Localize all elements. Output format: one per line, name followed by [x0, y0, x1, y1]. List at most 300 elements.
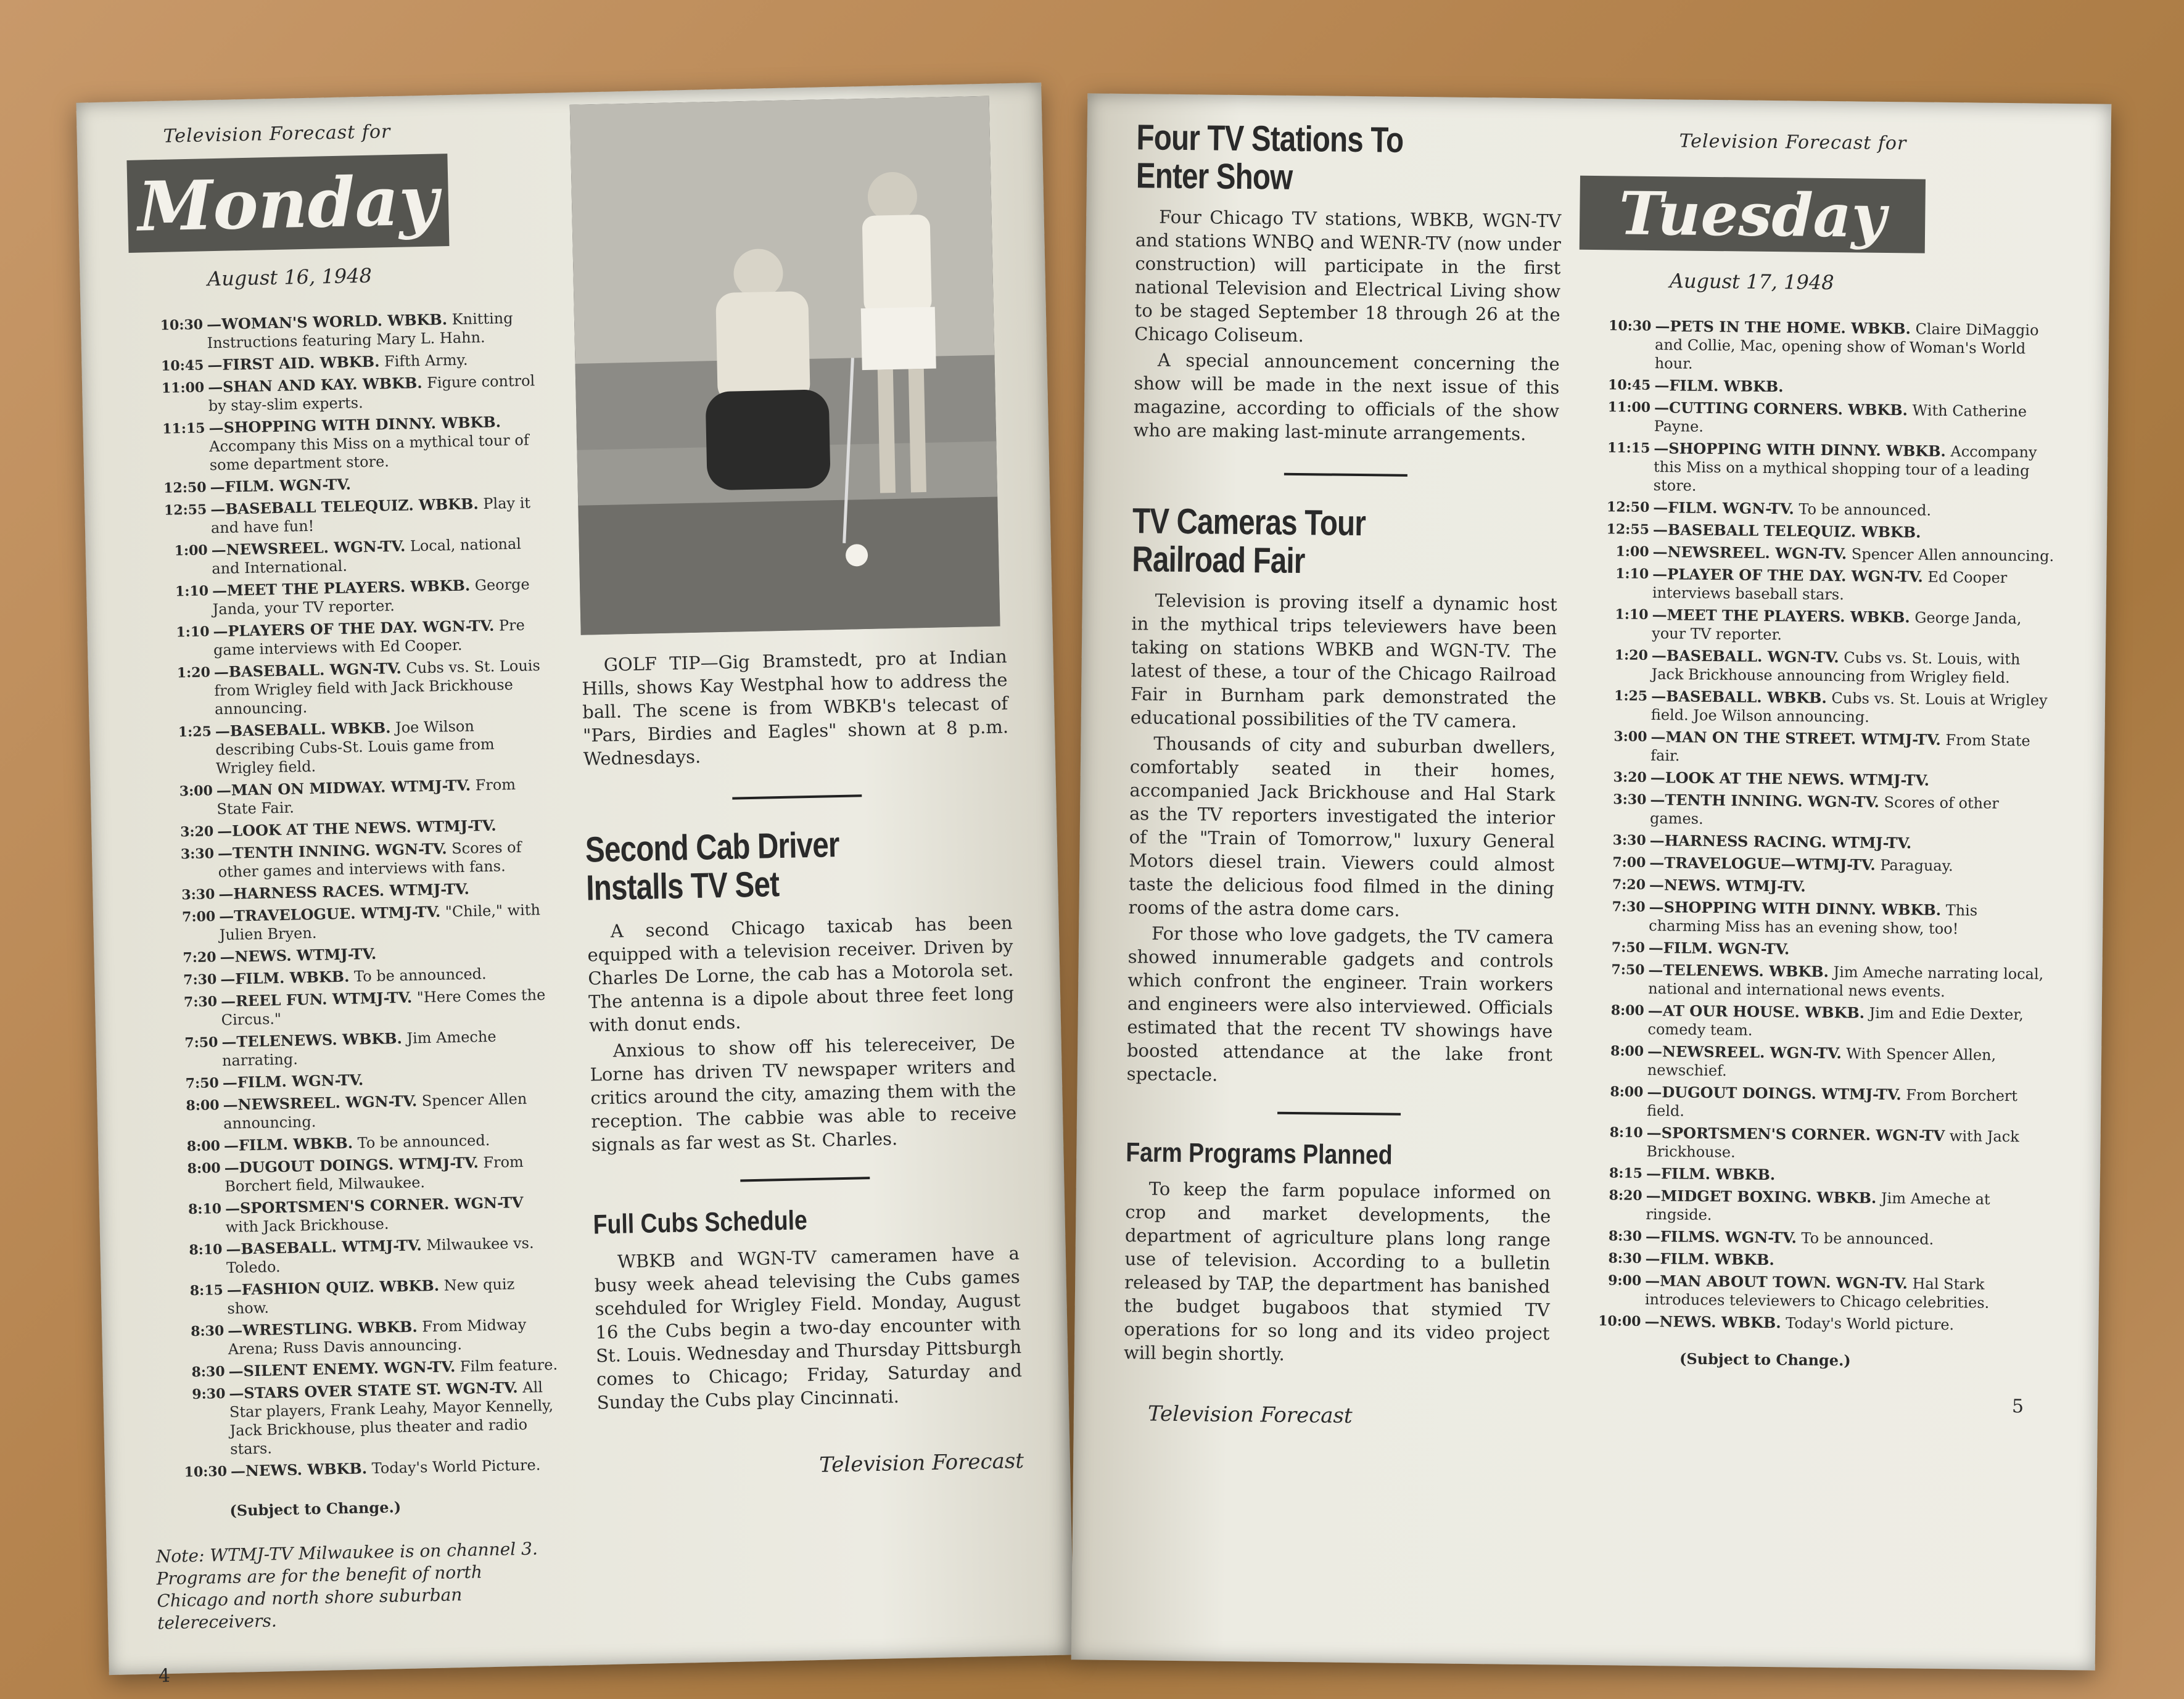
- schedule-time: 12:50: [163, 479, 207, 496]
- monday-schedule-list: [130, 308, 561, 1482]
- program-name: —BASEBALL. WTMJ-TV.: [226, 1236, 422, 1258]
- schedule-entry: [1573, 831, 2054, 854]
- schedule-time: 1:10: [176, 623, 210, 641]
- schedule-description: [204, 371, 539, 415]
- schedule-time: 7:30: [183, 993, 218, 1011]
- schedule-time: 8:10: [1609, 1124, 1643, 1141]
- railroad-fair-headline: TV Cameras Tour Railroad Fair: [1132, 501, 1366, 582]
- schedule-entry: [131, 371, 539, 417]
- program-details: with Jack Brickhouse.: [225, 1215, 389, 1236]
- schedule-time: 8:00: [1610, 1002, 1644, 1019]
- program-details: From State fair.: [1650, 731, 2030, 765]
- magazine-spread: [93, 74, 2116, 1687]
- schedule-time: 1:10: [1615, 606, 1649, 623]
- page-footer-left: Television Forecast: [818, 1448, 1024, 1478]
- schedule-description: [1644, 1002, 2053, 1043]
- article-paragraph: To keep the farm populace informed on crop and market developments, the department of agriculture plans long range use of television. According to a bulletin released by TAP, the department has banished the budget bugaboos that stymied TV operations for so long and its video project will begin shortly.: [1123, 1178, 1551, 1365]
- article-paragraph: WBKB and WGN-TV cameramen have a busy week ahead televising the Cubs games scehduled for Wrigley Field. Monday, August 16 the Cubs begin a two-day encounter with St. Louis. Wednesday and Thursday Pittsburgh comes to Chicago; Friday, Saturday and Sunday the Cubs play Cincinnati.: [594, 1243, 1023, 1413]
- schedule-description: [1649, 543, 2054, 566]
- schedule-time: 12:55: [1606, 521, 1650, 538]
- schedule-description: [225, 1378, 561, 1458]
- program-name: —CUTTING CORNERS. WBKB.: [1654, 398, 1908, 419]
- program-name: —TELENEWS. WBKB.: [221, 1029, 403, 1051]
- schedule-description: [219, 1089, 554, 1133]
- program-name: —NEWSREEL. WGN-TV.: [1647, 1042, 1842, 1063]
- schedule-description: [207, 534, 542, 578]
- schedule-time: 12:55: [163, 501, 207, 519]
- program-details: To be announced.: [1794, 500, 1932, 519]
- program-name: —MAN ON THE STREET. WTMJ-TV.: [1650, 727, 1942, 749]
- program-details: Paraguay.: [1875, 856, 1953, 875]
- divider-rule: [1277, 1112, 1401, 1116]
- schedule-description: [1642, 1187, 2051, 1228]
- schedule-time: 3:30: [1613, 791, 1647, 808]
- schedule-description: [1647, 687, 2056, 728]
- program-name: —FILM. WBKB.: [1645, 1249, 1774, 1269]
- schedule-description: [1649, 498, 1931, 520]
- program-name: —TELENEWS. WBKB.: [1648, 960, 1829, 981]
- article-paragraph: A special announcement concerning the show will be made in the next issue of this magazine, according to officials of the show who are making last-minute arrangements.: [1133, 349, 1560, 445]
- program-details: Ed Cooper interviews baseball stars.: [1652, 568, 2008, 604]
- tuesday-schedule-column: [1567, 130, 2062, 1418]
- program-details: From Midway Arena; Russ Davis announcing.: [228, 1315, 527, 1358]
- schedule-description: [1641, 1272, 2050, 1313]
- page-number-right: 5: [2011, 1396, 2024, 1418]
- milwaukee-note: Note: WTMJ-TV Milwaukee is on channel 3. Programs are for the benefit of north Chicago and north shore suburban telereceivers.: [155, 1538, 538, 1634]
- schedule-description: [1646, 791, 2055, 832]
- program-details: Play it and have fun!: [210, 494, 531, 537]
- program-details: With Catherine Payne.: [1654, 401, 2027, 435]
- schedule-time: 11:00: [1607, 399, 1651, 416]
- program-name: —NEWSREEL. WGN-TV.: [211, 537, 406, 559]
- schedule-entry: [136, 615, 544, 661]
- divider-rule: [740, 1177, 870, 1182]
- four-tv-stations-article-body: [1133, 205, 1561, 446]
- program-name: —HARNESS RACING. WTMJ-TV.: [1649, 831, 1912, 852]
- program-name: —HARNESS RACES. WTMJ-TV.: [218, 879, 470, 903]
- program-name: —PLAYERS OF THE DAY. WGN-TV.: [213, 616, 495, 641]
- schedule-date: August 17, 1948: [1669, 269, 1834, 295]
- schedule-description: [216, 945, 376, 966]
- program-name: —SHOPPING WITH DINNY. WBKB.: [1654, 439, 1946, 460]
- schedule-description: [215, 880, 469, 904]
- schedule-description: [1648, 606, 2057, 647]
- program-details: Cubs vs. St. Louis from Wrigley field with Jack Brickhouse announcing.: [214, 657, 541, 718]
- left-articles-column: [570, 96, 1024, 1482]
- farm-programs-article-body: [1124, 1177, 1551, 1368]
- schedule-time: 10:00: [1598, 1313, 1641, 1330]
- schedule-time: 8:30: [190, 1323, 225, 1340]
- schedule-description: [206, 475, 351, 496]
- schedule-entry: [1578, 316, 2060, 377]
- schedule-entry: [149, 1233, 557, 1279]
- program-name: —NEWS. WBKB.: [230, 1459, 368, 1480]
- schedule-description: [227, 1455, 541, 1481]
- schedule-time: 1:20: [1614, 647, 1648, 664]
- program-name: —BASEBALL TELEQUIZ. WBKB.: [210, 495, 479, 519]
- schedule-entry: [1576, 498, 2058, 521]
- schedule-time: 8:20: [1609, 1187, 1642, 1204]
- program-details: All Star players, Frank Leahy, Mayor Kennelly, Jack Brickhouse, plus theater and radio stars.: [229, 1378, 554, 1458]
- schedule-time: 3:30: [1612, 832, 1646, 849]
- program-details: Figure control by stay-slim experts.: [208, 372, 535, 415]
- divider-rule: [1284, 473, 1407, 477]
- program-details: Local, national and International.: [212, 535, 522, 578]
- page-number-left: 4: [158, 1665, 171, 1687]
- program-name: —SHAN AND KAY. WBKB.: [207, 374, 422, 397]
- subject-to-change: (Subject to Change.): [1679, 1349, 1851, 1370]
- schedule-entry: [1573, 853, 2054, 876]
- schedule-description: [209, 615, 544, 659]
- schedule-time: 10:30: [184, 1463, 228, 1481]
- schedule-description: [213, 775, 548, 818]
- schedule-time: 8:30: [1608, 1250, 1642, 1267]
- schedule-description: [216, 965, 487, 989]
- schedule-entry: [134, 534, 542, 580]
- program-details: This charming Miss has an evening show, too!: [1649, 901, 1978, 938]
- schedule-description: [222, 1233, 557, 1277]
- schedule-time: 1:25: [178, 723, 212, 741]
- program-details: Spencer Allen announcing.: [1847, 545, 2054, 565]
- forecast-label: Television Forecast for: [163, 121, 391, 147]
- schedule-time: 8:30: [1608, 1228, 1642, 1244]
- schedule-time: 3:20: [1613, 769, 1647, 786]
- program-details: Scores of other games and interviews with fans.: [218, 838, 522, 881]
- tuesday-schedule-list: [1568, 316, 2059, 1335]
- schedule-description: [204, 350, 468, 374]
- schedule-description: [213, 817, 497, 841]
- program-details: George Janda, your TV reporter.: [212, 575, 530, 619]
- schedule-entry: [151, 1315, 559, 1360]
- page-footer-right: Television Forecast: [1147, 1401, 1353, 1428]
- program-details: Scores of other games.: [1649, 793, 1999, 828]
- full-cubs-headline: Full Cubs Schedule: [593, 1205, 808, 1240]
- schedule-description: [1645, 939, 1790, 958]
- schedule-time: 1:00: [174, 542, 208, 559]
- schedule-entry: [152, 1378, 561, 1460]
- article-paragraph: Thousands of city and suburban dwellers, comfortably seated in their homes, accompanied Jack Brickhouse and Hal Stark as the TV reporters investigated the interior of the "Train of Tomorrow," luxury General Motors diesel train. Viewers could almost taste the delicious food filmed in the dining rooms of the astra dome cars.: [1128, 733, 1556, 921]
- schedule-time: 3:20: [179, 823, 214, 841]
- schedule-entry: [147, 1152, 555, 1198]
- schedule-description: [220, 1152, 555, 1196]
- program-name: —MIDGET BOXING. WBKB.: [1646, 1186, 1877, 1207]
- left-page: [76, 83, 1074, 1687]
- schedule-description: [1647, 728, 2056, 769]
- program-details: Jim Ameche narrating.: [221, 1027, 497, 1070]
- schedule-entry: [144, 985, 552, 1031]
- program-name: —TENTH INNING. WGN-TV.: [1650, 790, 1880, 811]
- schedule-time: 7:20: [1612, 876, 1646, 893]
- article-paragraph: Television is proving itself a dynamic host in the mythical trips televiewers have been taking on stations WBKB and WGN-TV. The latest of these, a tour of the Chicago Railroad Fair in Burnham park demonstrated the educational possibilities of the TV camera.: [1130, 590, 1557, 732]
- program-name: —FILM. WGN-TV.: [1648, 938, 1790, 958]
- schedule-description: [1646, 831, 1912, 853]
- program-details: To be announced.: [349, 965, 487, 985]
- schedule-entry: [1573, 875, 2054, 899]
- four-tv-stations-headline: Four TV Stations To Enter Show: [1135, 117, 1404, 197]
- schedule-time: 7:50: [184, 1034, 218, 1051]
- program-name: —LOOK AT THE NEWS. WTMJ-TV.: [216, 816, 497, 841]
- program-details: Film feature.: [455, 1355, 558, 1376]
- schedule-entry: [138, 656, 546, 720]
- program-name: —AT OUR HOUSE. WBKB.: [1647, 1001, 1865, 1022]
- program-details: New quiz show.: [227, 1275, 515, 1317]
- program-name: —SPORTSMEN'S CORNER. WGN-TV: [225, 1193, 524, 1217]
- photo-caption: GOLF TIP—Gig Bramstedt, pro at Indian Hills, shows Kay Westphal how to address the ball. The scene is from WBKB's telecast of "Pars, Birdies and Eagles" shown at 8 p.m. Wednesdays.: [582, 646, 1009, 770]
- schedule-time: 7:20: [183, 949, 216, 966]
- schedule-entry: [1569, 1227, 2050, 1250]
- program-name: —NEWS. WBKB.: [1644, 1312, 1781, 1332]
- schedule-entry: [139, 715, 547, 780]
- schedule-entry: [1568, 1312, 2049, 1335]
- program-name: —NEWSREEL. WGN-TV.: [223, 1092, 418, 1114]
- schedule-entry: [1570, 1082, 2052, 1124]
- schedule-entry: [146, 1089, 554, 1135]
- schedule-time: 11:00: [161, 379, 205, 397]
- schedule-description: [1650, 439, 2059, 499]
- divider-rule: [732, 794, 862, 799]
- program-name: —SHOPPING WITH DINNY. WBKB.: [1649, 897, 1942, 919]
- program-details: Pre game interviews with Ed Cooper.: [213, 616, 525, 659]
- schedule-description: [1644, 1042, 2053, 1084]
- second-cab-article-body: [587, 911, 1017, 1156]
- schedule-description: [214, 837, 549, 881]
- schedule-time: 8:00: [1610, 1043, 1644, 1059]
- schedule-description: [1643, 1083, 2052, 1124]
- schedule-time: 8:15: [189, 1282, 224, 1299]
- program-name: —FILM. WGN-TV.: [210, 475, 352, 496]
- program-name: —FILM. WGN-TV.: [1653, 498, 1794, 518]
- schedule-description: [1650, 376, 1783, 396]
- program-details: Jim Ameche at ringside.: [1646, 1189, 1990, 1224]
- schedule-entry: [1571, 1042, 2053, 1084]
- program-details: Knitting Instructions featuring Mary L. Hahn.: [207, 309, 513, 352]
- program-name: —NEWS. WTMJ-TV.: [1649, 875, 1806, 895]
- program-details: Spencer Allen announcing.: [223, 1090, 527, 1133]
- schedule-time: 10:30: [160, 316, 204, 334]
- schedule-description: [225, 1355, 558, 1381]
- program-name: —SPORTSMEN'S CORNER. WGN-TV: [1646, 1123, 1945, 1145]
- schedule-date: August 16, 1948: [207, 263, 373, 291]
- schedule-time: 11:15: [162, 420, 205, 437]
- schedule-description: [1642, 1227, 1934, 1249]
- schedule-entry: [141, 837, 549, 883]
- schedule-entry: [1568, 1271, 2050, 1313]
- program-name: —PLAYER OF THE DAY. WGN-TV.: [1652, 565, 1923, 586]
- program-name: —DUGOUT DOINGS. WTMJ-TV.: [224, 1153, 479, 1177]
- program-name: —NEWS. WTMJ-TV.: [220, 944, 377, 966]
- schedule-entry: [134, 493, 542, 539]
- schedule-entry: [1575, 605, 2057, 647]
- schedule-description: [1644, 961, 2053, 1002]
- schedule-entry: [1577, 438, 2059, 499]
- schedule-entry: [1570, 1164, 2051, 1187]
- right-articles-column: [1123, 118, 1562, 1430]
- schedule-time: 11:15: [1607, 440, 1650, 456]
- program-details: From Borchert field, Milwaukee.: [225, 1153, 524, 1196]
- schedule-entry: [1576, 542, 2057, 566]
- program-name: —BASEBALL. WBKB.: [215, 718, 391, 741]
- schedule-description: [1641, 1312, 1954, 1334]
- program-name: —WOMAN'S WORLD. WBKB.: [206, 310, 448, 334]
- program-name: —BASEBALL. WGN-TV.: [1651, 646, 1839, 667]
- schedule-entry: [136, 575, 543, 620]
- forecast-label: Television Forecast for: [1679, 130, 1907, 155]
- schedule-description: [224, 1315, 559, 1359]
- program-name: —DUGOUT DOINGS. WTMJ-TV.: [1647, 1082, 1902, 1104]
- schedule-entry: [150, 1274, 558, 1320]
- program-details: Today's World Picture.: [366, 1456, 541, 1478]
- program-name: —REEL FUN. WTMJ-TV.: [220, 988, 413, 1011]
- schedule-time: 1:25: [1613, 688, 1648, 704]
- program-details: Cubs vs. St. Louis, with Jack Brickhouse announcing from Wrigley field.: [1651, 649, 2021, 687]
- monday-schedule-column: [126, 118, 566, 1687]
- schedule-time: 8:15: [1609, 1165, 1643, 1182]
- schedule-time: 3:30: [181, 886, 215, 903]
- program-name: —SILENT ENEMY. WGN-TV.: [228, 1357, 456, 1380]
- program-name: —TRAVELOGUE. WTMJ-TV.: [218, 902, 441, 926]
- schedule-entry: [149, 1193, 556, 1238]
- schedule-time: 8:10: [189, 1241, 223, 1259]
- schedule-entry: [1574, 768, 2055, 791]
- day-banner: Monday: [126, 154, 449, 253]
- schedule-entry: [1575, 646, 2056, 688]
- program-details: Accompany this Miss on a mythical shopping tour of a leading store.: [1653, 442, 2037, 495]
- program-details: Fifth Army.: [379, 351, 468, 371]
- schedule-time: 8:00: [186, 1097, 220, 1114]
- schedule-description: [205, 412, 540, 474]
- right-page: [1071, 93, 2112, 1670]
- schedule-description: [1651, 317, 2060, 377]
- program-details: George Janda, your TV reporter.: [1652, 609, 2022, 644]
- schedule-entry: [1568, 1249, 2050, 1272]
- farm-programs-headline: Farm Programs Planned: [1126, 1137, 1393, 1170]
- program-name: —FIRST AID. WBKB.: [207, 352, 380, 374]
- schedule-time: 8:30: [191, 1364, 225, 1381]
- day-banner: Tuesday: [1580, 176, 1926, 253]
- program-name: —TRAVELOGUE—WTMJ-TV.: [1649, 853, 1876, 874]
- schedule-description: [208, 575, 543, 619]
- schedule-description: [207, 493, 542, 537]
- schedule-time: 8:00: [187, 1160, 221, 1177]
- article-paragraph: Four Chicago TV stations, WBKB, WGN-TV and stations WNBQ and WENR-TV (now under construction) will participate in the first national Television and Electrical Living show to be staged September 18 through 26 at the Chicago Coliseum.: [1134, 206, 1562, 347]
- program-name: —FILM. WGN-TV.: [222, 1071, 364, 1092]
- schedule-time: 3:00: [1613, 728, 1647, 745]
- schedule-description: [215, 900, 550, 944]
- schedule-time: 9:00: [1608, 1272, 1642, 1289]
- program-name: —FASHION QUIZ. WBKB.: [226, 1276, 440, 1299]
- schedule-time: 8:00: [1610, 1084, 1644, 1100]
- schedule-time: 1:10: [175, 583, 209, 600]
- article-paragraph: Anxious to show off his telereceiver, De Lorne has driven TV newspaper writers and critics around the city, amazing them with the reception. The cabbie was able to receive signals as far west as St. Charles.: [590, 1032, 1017, 1156]
- full-cubs-article-body: [594, 1241, 1023, 1414]
- schedule-time: 12:50: [1606, 499, 1650, 516]
- schedule-entry: [1572, 938, 2053, 961]
- schedule-time: 3:00: [179, 783, 213, 800]
- schedule-time: 10:45: [160, 357, 204, 374]
- program-details: Jim and Edie Dexter, comedy team.: [1647, 1004, 2024, 1039]
- program-details: Cubs vs. St. Louis at Wrigley field. Joe Wilson announcing.: [1650, 689, 2048, 726]
- schedule-time: 8:00: [186, 1138, 221, 1155]
- schedule-time: 8:10: [187, 1201, 222, 1218]
- program-name: —STARS OVER STATE ST. WGN-TV.: [229, 1378, 518, 1402]
- schedule-time: 3:30: [180, 845, 215, 863]
- schedule-time: 7:00: [1612, 854, 1646, 871]
- railroad-fair-article-body: [1127, 588, 1557, 1090]
- program-name: —WRESTLING. WBKB.: [227, 1317, 418, 1339]
- schedule-time: 7:00: [181, 908, 216, 926]
- schedule-entry: [1573, 790, 2055, 832]
- schedule-time: 7:30: [1612, 899, 1646, 915]
- program-details: "Here Comes the Circus.": [221, 986, 546, 1029]
- program-details: Hal Stark introduces televiewers to Chicago celebrities.: [1644, 1275, 1990, 1312]
- schedule-entry: [1576, 520, 2058, 543]
- program-details: Milwaukee vs. Toledo.: [226, 1234, 534, 1277]
- schedule-description: [1647, 768, 1930, 790]
- program-name: —MEET THE PLAYERS. WBKB.: [1652, 606, 1910, 627]
- schedule-time: 7:50: [1611, 939, 1646, 956]
- subject-to-change: (Subject to Change.): [229, 1498, 402, 1520]
- schedule-time: 9:30: [192, 1386, 226, 1403]
- program-name: —MEET THE PLAYERS. WBKB.: [212, 576, 471, 600]
- program-details: From State Fair.: [216, 775, 516, 818]
- schedule-entry: [1572, 960, 2053, 1002]
- schedule-description: [221, 1193, 556, 1236]
- program-name: —FILM. WBKB.: [223, 1133, 353, 1155]
- schedule-time: 10:45: [1607, 377, 1651, 393]
- schedule-description: [210, 656, 546, 718]
- schedule-description: [203, 308, 538, 352]
- second-cab-headline: Second Cab Driver Installs TV Set: [585, 825, 840, 908]
- schedule-description: [1642, 1164, 1775, 1184]
- program-name: —BASEBALL. WBKB.: [1651, 687, 1827, 707]
- schedule-entry: [1578, 398, 2059, 440]
- program-name: —NEWSREEL. WGN-TV.: [1652, 543, 1847, 563]
- program-name: —SHOPPING WITH DINNY. WBKB.: [208, 413, 501, 437]
- schedule-entry: [132, 412, 540, 476]
- program-details: Accompany this Miss on a mythical tour of some department store.: [208, 431, 529, 474]
- program-details: Jim Ameche narrating local, national and international news events.: [1648, 963, 2044, 1001]
- program-name: —BASEBALL TELEQUIZ. WBKB.: [1652, 520, 1921, 541]
- schedule-time: 7:50: [1611, 961, 1645, 978]
- schedule-time: 1:20: [176, 664, 211, 681]
- program-details: Joe Wilson describing Cubs-St. Louis game from Wrigley field.: [215, 717, 495, 778]
- article-paragraph: For those who love gadgets, the TV camera showed innumerable gadgets and controls which confront the engineer. Train workers and engineers were also interviewed. Officials estimated that the recent TV showings have boosted attendance at the lake front spectacle.: [1126, 923, 1554, 1085]
- schedule-description: [1641, 1249, 1774, 1269]
- schedule-description: [1646, 876, 1806, 896]
- program-details: Today's World picture.: [1781, 1314, 1955, 1334]
- schedule-time: 7:30: [183, 971, 217, 989]
- program-details: with Jack Brickhouse.: [1646, 1127, 2019, 1161]
- program-name: —FILM. WBKB.: [1646, 1164, 1776, 1184]
- program-name: —PETS IN THE HOME. WBKB.: [1655, 317, 1911, 338]
- schedule-description: [223, 1274, 558, 1318]
- program-details: To be announced.: [352, 1131, 490, 1152]
- schedule-entry: [1575, 686, 2056, 728]
- schedule-entry: [1569, 1186, 2051, 1228]
- golf-photo-illustration: [570, 96, 1000, 635]
- schedule-description: [218, 1026, 553, 1070]
- schedule-entry: [1571, 1001, 2053, 1043]
- schedule-entry: [140, 775, 548, 820]
- schedule-description: [1647, 646, 2056, 688]
- schedule-entry: [130, 308, 538, 354]
- schedule-entry: [1574, 727, 2056, 769]
- schedule-time: 10:30: [1608, 318, 1652, 334]
- schedule-description: [1645, 898, 2054, 939]
- schedule-description: [217, 985, 552, 1029]
- schedule-time: 1:10: [1615, 566, 1649, 582]
- schedule-description: [212, 715, 547, 778]
